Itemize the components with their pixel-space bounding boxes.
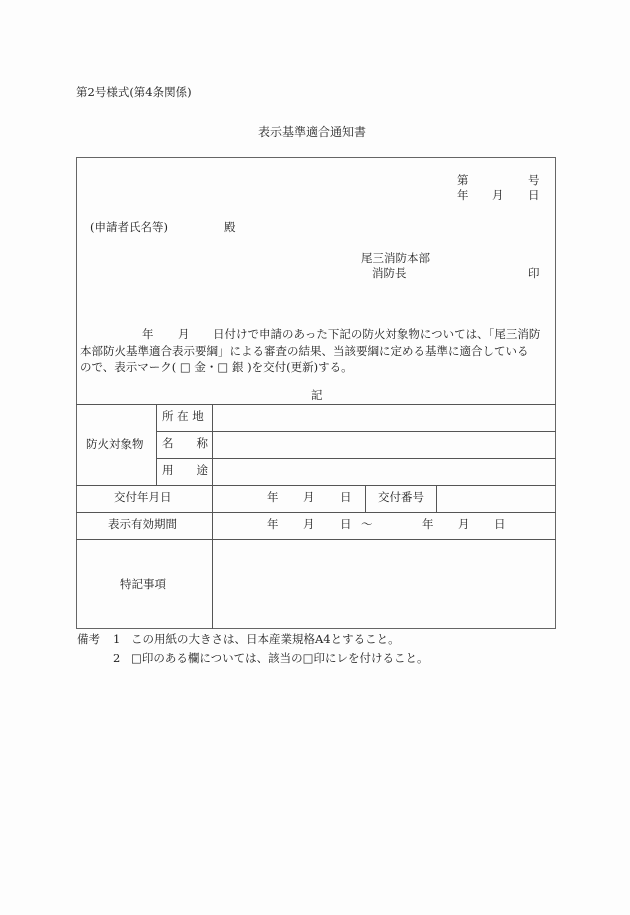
valid-hi-2: 日 xyxy=(494,517,506,531)
body-nen: 年 xyxy=(142,327,154,341)
body-line-3: ので、表示マーク( □ 金・□ 銀 )を交付(更新)する。 xyxy=(80,360,353,374)
issue-number-field[interactable] xyxy=(437,486,555,511)
body-line-2: 本部防火基準適合表示要綱」による審査の結果、当該要綱に定める基準に適合している xyxy=(80,344,529,358)
remarks-label: 特記事項 xyxy=(120,577,166,591)
note-2-num: 2 xyxy=(113,651,121,665)
col-line xyxy=(365,485,366,512)
note-2-text: □印のある欄については、該当の□印にレを付けること。 xyxy=(131,651,429,665)
document-title: 表示基準適合通知書 xyxy=(258,125,367,139)
addressee-honorific: 殿 xyxy=(224,220,236,234)
valid-nen-1: 年 xyxy=(267,517,279,531)
col-line xyxy=(156,404,157,485)
object-label: 防火対象物 xyxy=(86,437,144,451)
issue-date-nen: 年 xyxy=(267,490,279,504)
valid-hi-1: 日 xyxy=(340,517,352,531)
date-hi: 日 xyxy=(528,188,540,202)
address-label: 所 在 地 xyxy=(162,409,204,423)
note-1-num: 1 xyxy=(113,632,121,646)
valid-period-label: 表示有効期間 xyxy=(108,517,177,531)
note-1-text: この用紙の大きさは、日本産業規格A4とすること。 xyxy=(131,632,400,646)
body-tsuki: 月 xyxy=(178,327,190,341)
issuer-org: 尾三消防本部 xyxy=(361,251,430,265)
form-number: 第2号様式(第4条関係) xyxy=(76,85,192,99)
name-label: 名 称 xyxy=(162,436,208,450)
issue-number-label: 交付番号 xyxy=(378,490,424,504)
valid-tsuki-2: 月 xyxy=(458,517,470,531)
ki-heading: 記 xyxy=(311,388,323,402)
use-label: 用 途 xyxy=(162,463,208,477)
remarks-field[interactable] xyxy=(213,540,555,628)
number-go: 号 xyxy=(528,173,540,187)
valid-tilde: ～ xyxy=(361,517,373,531)
body-line-1: 日付けで申請のあった下記の防火対象物については、「尾三消防 xyxy=(213,327,541,341)
valid-tsuki-1: 月 xyxy=(303,517,315,531)
valid-nen-2: 年 xyxy=(422,517,434,531)
addressee-label: (申請者氏名等) xyxy=(90,220,168,234)
address-field[interactable] xyxy=(213,405,555,430)
notes-label: 備考 xyxy=(77,632,100,646)
date-tsuki: 月 xyxy=(492,188,504,202)
number-dai: 第 xyxy=(457,173,469,187)
use-field[interactable] xyxy=(213,459,555,484)
name-field[interactable] xyxy=(213,432,555,457)
issuer-seal: 印 xyxy=(528,266,540,280)
row-line xyxy=(76,512,556,513)
issue-date-tsuki: 月 xyxy=(303,490,315,504)
date-nen: 年 xyxy=(457,188,469,202)
issuer-title: 消防長 xyxy=(372,266,407,280)
issue-date-hi: 日 xyxy=(340,490,352,504)
issue-date-label: 交付年月日 xyxy=(114,490,172,504)
